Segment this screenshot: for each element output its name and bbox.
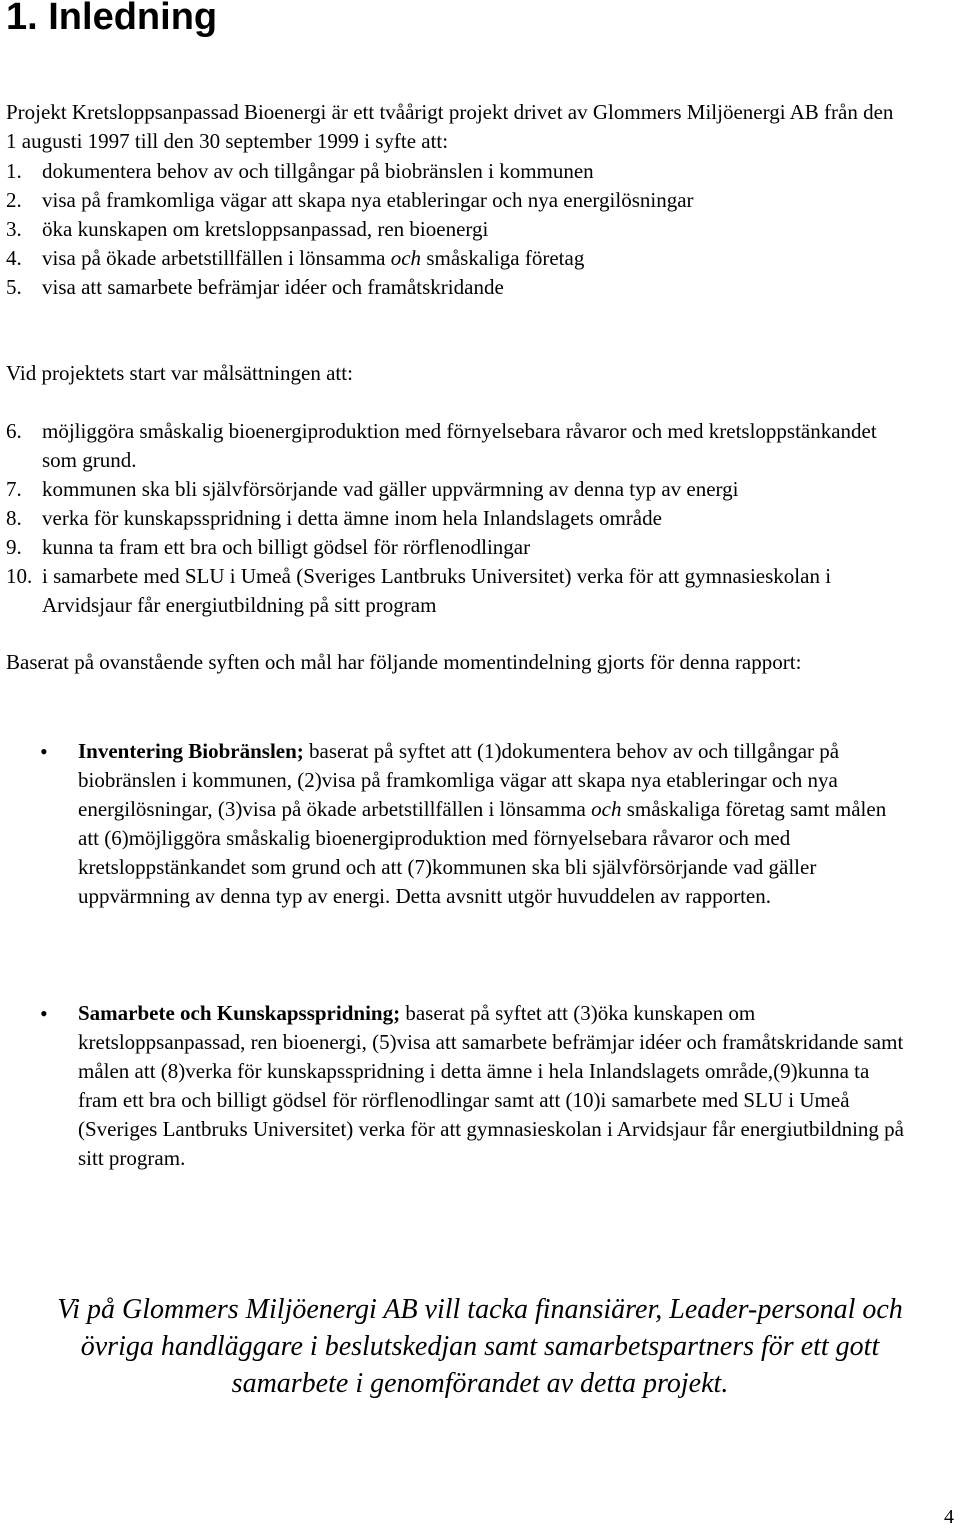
- list-item: [6, 244, 906, 273]
- bullet-title: Inventering Biobränslen;: [78, 739, 304, 763]
- bullet-text-italic: och: [591, 797, 622, 821]
- list-number: 6.: [6, 419, 22, 443]
- list-item: [6, 417, 906, 475]
- basis-paragraph: Baserat på ovanstående syften och mål har följande momentindelning gjorts för denna rapport:: [6, 650, 802, 674]
- aims-list: [6, 157, 906, 302]
- list-text: dokumentera behov av och tillgångar på biobränslen i kommunen: [42, 159, 594, 183]
- bullet-samarbete: [40, 999, 910, 1173]
- list-text: [42, 244, 906, 273]
- list-number: 3.: [6, 217, 22, 241]
- page-heading: 1. Inledning: [6, 0, 218, 38]
- list-text-part: visa på ökade arbetstillfällen i lönsamma: [42, 246, 391, 270]
- list-text: visa att samarbete befrämjar idéer och framåtskridande: [42, 275, 504, 299]
- list-text: möjliggöra småskalig bioenergiproduktion med förnyelsebara råvaror och med kretsloppstänkandet som grund.: [42, 419, 877, 472]
- list-number: 7.: [6, 477, 22, 501]
- bullet-inventering: [40, 737, 910, 911]
- list-text-italic: och: [390, 246, 422, 270]
- bullet-title: Samarbete och Kunskapsspridning;: [78, 1001, 401, 1025]
- list-item: [6, 562, 906, 620]
- list-text: kommunen ska bli självförsörjande vad gäller uppvärmning av denna typ av energi: [42, 477, 739, 501]
- list-number: 10.: [6, 564, 33, 588]
- list-item: [6, 273, 906, 302]
- list-number: 2.: [6, 188, 22, 212]
- list-text: öka kunskapen om kretsloppsanpassad, ren bioenergi: [42, 217, 489, 241]
- list-item: [6, 475, 906, 504]
- bullet-text: [78, 737, 910, 911]
- list-item: [6, 157, 906, 186]
- bullet-icon: •: [40, 739, 48, 764]
- list-item: [6, 186, 906, 215]
- page-number: 4: [944, 1506, 954, 1528]
- list-number: 8.: [6, 506, 22, 530]
- bullet-text-part: baserat på syftet att (1)dokumentera behov av och tillgångar på biobränslen i kommunen, (2)visa på framkomliga vägar att skapa nya etableringar och nya energilösningar, (3)visa på ökade arbetstillfällen i lönsamma: [78, 739, 840, 821]
- list-text: kunna ta fram ett bra och billigt gödsel för rörflenodlingar: [42, 535, 531, 559]
- goals-intro: Vid projektets start var målsättningen att:: [6, 361, 353, 385]
- bullet-text-part: baserat på syftet att (3)öka kunskapen om kretsloppsanpassad, ren bioenergi, (5)visa att samarbete befrämjar idéer och framåtskridande samt målen att (8)verka för kunskapsspridning i detta ämne i hela Inlandslagets område,(9)kunna ta fram ett bra och billigt gödsel för rörflenodlingar samt att (10)i samarbete med SLU i Umeå (Sveriges Lantbruks Universitet) verka för att gymnasieskolan i Arvidsjaur får energiutbildning på sitt program.: [78, 1001, 904, 1170]
- list-item: [6, 504, 906, 533]
- bullet-text-part: småskaliga företag samt målen att (6)möjliggöra småskalig bioenergiproduktion med förnyelsebara råvaror och med kretsloppstänkandet som grund och att (7)kommunen ska bli självförsörjande vad gäller uppvärmning av denna typ av energi. Detta avsnitt utgör huvuddelen av rapporten.: [78, 797, 887, 908]
- list-number: 1.: [6, 159, 22, 183]
- bullet-icon: •: [40, 1001, 48, 1026]
- bullet-text: [78, 999, 910, 1173]
- list-text: verka för kunskapsspridning i detta ämne inom hela Inlandslagets område: [42, 506, 662, 530]
- list-number: 9.: [6, 535, 22, 559]
- list-text-part: småskaliga företag: [421, 246, 585, 270]
- list-item: [6, 215, 906, 244]
- acknowledgement-text: Vi på Glommers Miljöenergi AB vill tacka finansiärer, Leader-personal och övriga handläggare i beslutskedjan samt samarbetspartners för ett gott samarbete i genomförandet av detta projekt.: [57, 1294, 903, 1399]
- list-number: 5.: [6, 275, 22, 299]
- list-text: i samarbete med SLU i Umeå (Sveriges Lantbruks Universitet) verka för att gymnasieskolan i Arvidsjaur får energiutbildning på sitt program: [42, 564, 832, 617]
- acknowledgement: [0, 1291, 960, 1402]
- list-text: visa på framkomliga vägar att skapa nya etableringar och nya energilösningar: [42, 188, 694, 212]
- list-item: [6, 533, 906, 562]
- intro-paragraph: Projekt Kretsloppsanpassad Bioenergi är ett tvåårigt projekt drivet av Glommers Miljöenergi AB från den 1 augusti 1997 till den 30 september 1999 i syfte att:: [6, 100, 894, 153]
- list-number: 4.: [6, 246, 22, 270]
- goals-list: [6, 417, 906, 620]
